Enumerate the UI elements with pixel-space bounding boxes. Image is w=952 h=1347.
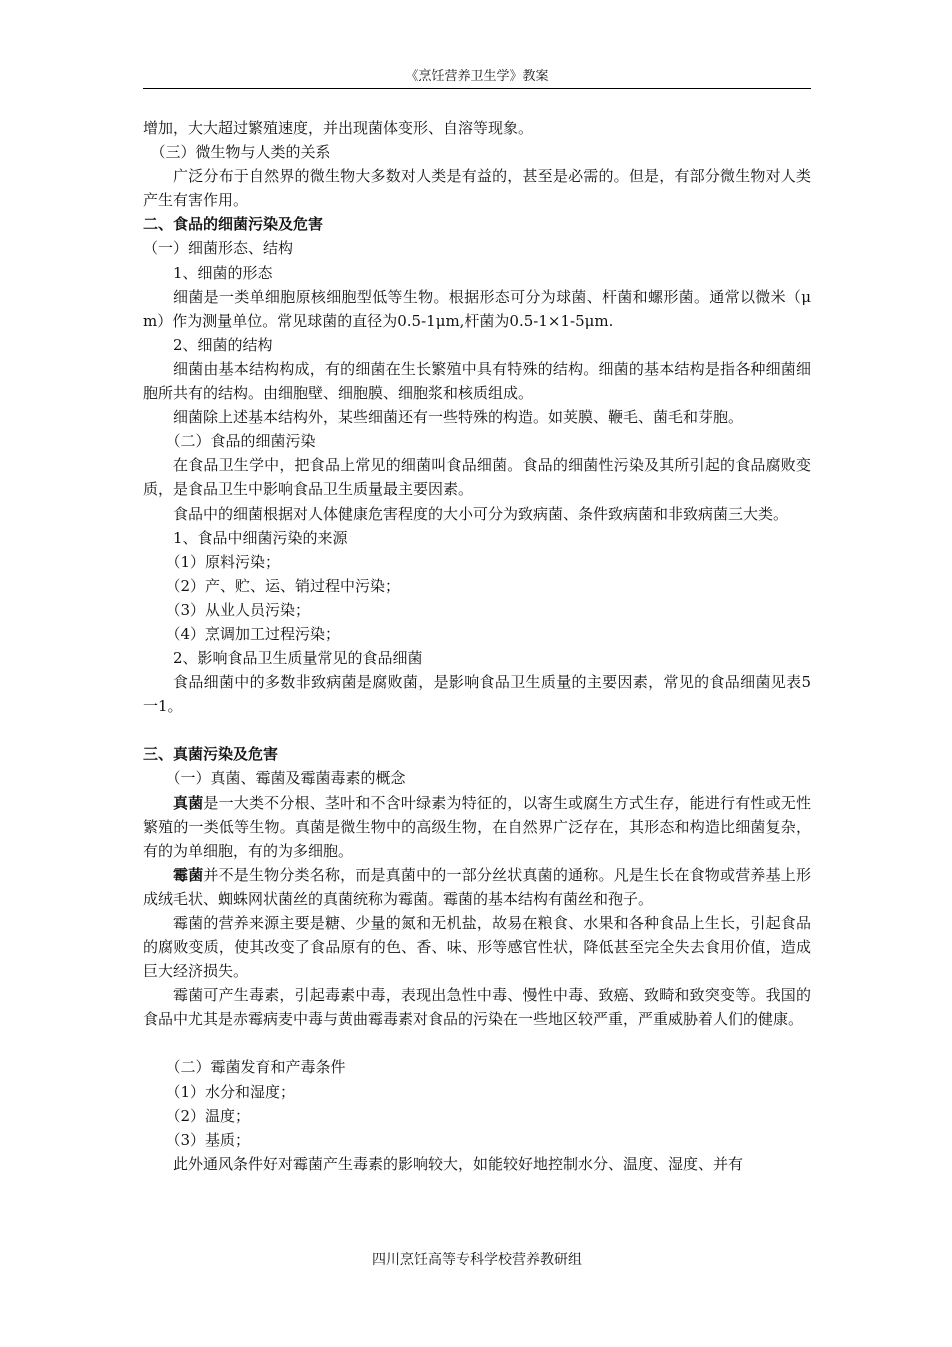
subsection-heading: （一）真菌、霉菌及霉菌毒素的概念 [165, 769, 406, 788]
paragraph-text: 并不是生物分类名称，而是真菌中的一部分丝状真菌的通称。凡是生长在食物或营养基上形成绒毛状、蜘蛛网状菌丝的真菌统称为霉菌。霉菌的基本结构有菌丝和孢子。 [143, 865, 811, 908]
subsection-heading: （二）霉菌发育和产毒条件 [165, 1058, 346, 1077]
numbered-heading: 2、影响食品卫生质量常见的食品细菌 [173, 649, 423, 668]
paragraph: 细菌是一类单细胞原核细胞型低等生物。根据形态可分为球菌、杆菌和螺形菌。通常以微米（μm）作为测量单位。常见球菌的直径为0.5-1μm,杆菌为0.5-1×1-5μm. [143, 287, 811, 330]
numbered-heading: 1、食品中细菌污染的来源 [173, 528, 348, 547]
document-body [143, 116, 811, 1176]
paragraph: 霉菌可产生毒素，引起毒素中毒，表现出急性中毒、慢性中毒、致癌、致畸和致突变等。我国的食品中尤其是赤霉病麦中毒与黄曲霉毒素对食品的污染在一些地区较严重，严重威胁着人们的健康。 [143, 986, 811, 1029]
numbered-heading: 1、细菌的形态 [173, 263, 273, 282]
blank-line [143, 718, 811, 742]
paragraph: 在食品卫生学中，把食品上常见的细菌叫食品细菌。食品的细菌性污染及其所引起的食品腐败变质，是食品卫生中影响食品卫生质量最主要因素。 [143, 456, 811, 499]
section-heading: 二、食品的细菌污染及危害 [143, 215, 324, 234]
list-item: （2）温度； [165, 1106, 251, 1125]
numbered-heading: 2、细菌的结构 [173, 335, 273, 354]
subsection-heading: （一）细菌形态、结构 [143, 239, 294, 258]
paragraph: 广泛分布于自然界的微生物大多数对人类是有益的，甚至是必需的。但是，有部分微生物对人类产生有害作用。 [143, 167, 811, 210]
paragraph [143, 791, 811, 863]
paragraph-text: 是一大类不分根、茎叶和不含叶绿素为特征的，以寄生或腐生方式生存，能进行有性或无性繁殖的一类低等生物。真菌是微生物中的高级生物，在自然界广泛存在，其形态和构造比细菌复杂，有的为单细胞，有的为多细胞。 [143, 793, 811, 860]
paragraph: 食品细菌中的多数非致病菌是腐败菌，是影响食品卫生质量的主要因素，常见的食品细菌见表5一1。 [143, 673, 811, 716]
page-header: 《烹饪营养卫生学》教案 [405, 69, 549, 84]
paragraph: 细菌除上述基本结构外，某些细菌还有一些特殊的构造。如荚膜、鞭毛、菌毛和芽胞。 [173, 408, 744, 427]
paragraph: 食品中的细菌根据对人体健康危害程度的大小可分为致病菌、条件致病菌和非致病菌三大类。 [173, 504, 789, 523]
list-item: （1）原料污染； [165, 552, 281, 571]
paragraph: 霉菌的营养来源主要是糖、少量的氮和无机盐，故易在粮食、水果和各种食品上生长，引起食品的腐败变质，使其改变了食品原有的色、香、味、形等感官性状，降低甚至完全失去食用价值，造成巨大经济损失。 [143, 914, 811, 981]
subsection-heading: （三）微生物与人类的关系 [150, 143, 331, 162]
list-item: （3）从业人员污染； [165, 600, 311, 619]
list-item: （4）烹调加工过程污染； [165, 624, 341, 643]
subsection-heading: （二）食品的细菌污染 [165, 432, 316, 451]
header-rule [143, 88, 811, 89]
list-item: （3）基质； [165, 1130, 251, 1149]
list-item: （2）产、贮、运、销过程中污染； [165, 576, 401, 595]
section-heading: 三、真菌污染及危害 [143, 745, 279, 764]
term-bold: 真菌 [173, 793, 204, 812]
page-footer: 四川烹饪高等专科学校营养教研组 [372, 1252, 582, 1268]
paragraph: 细菌由基本结构构成，有的细菌在生长繁殖中具有特殊的结构。细菌的基本结构是指各种细菌细胞所共有的结构。由细胞壁、细胞膜、细胞浆和核质组成。 [143, 359, 811, 403]
blank-line [143, 1031, 811, 1055]
paragraph [143, 863, 811, 911]
list-item: （1）水分和湿度； [165, 1082, 296, 1101]
term-bold: 霉菌 [173, 865, 204, 884]
paragraph: 增加，大大超过繁殖速度，并出现菌体变形、自溶等现象。 [143, 119, 534, 137]
paragraph: 此外通风条件好对霉菌产生毒素的影响较大，如能较好地控制水分、温度、湿度、并有 [173, 1154, 744, 1173]
